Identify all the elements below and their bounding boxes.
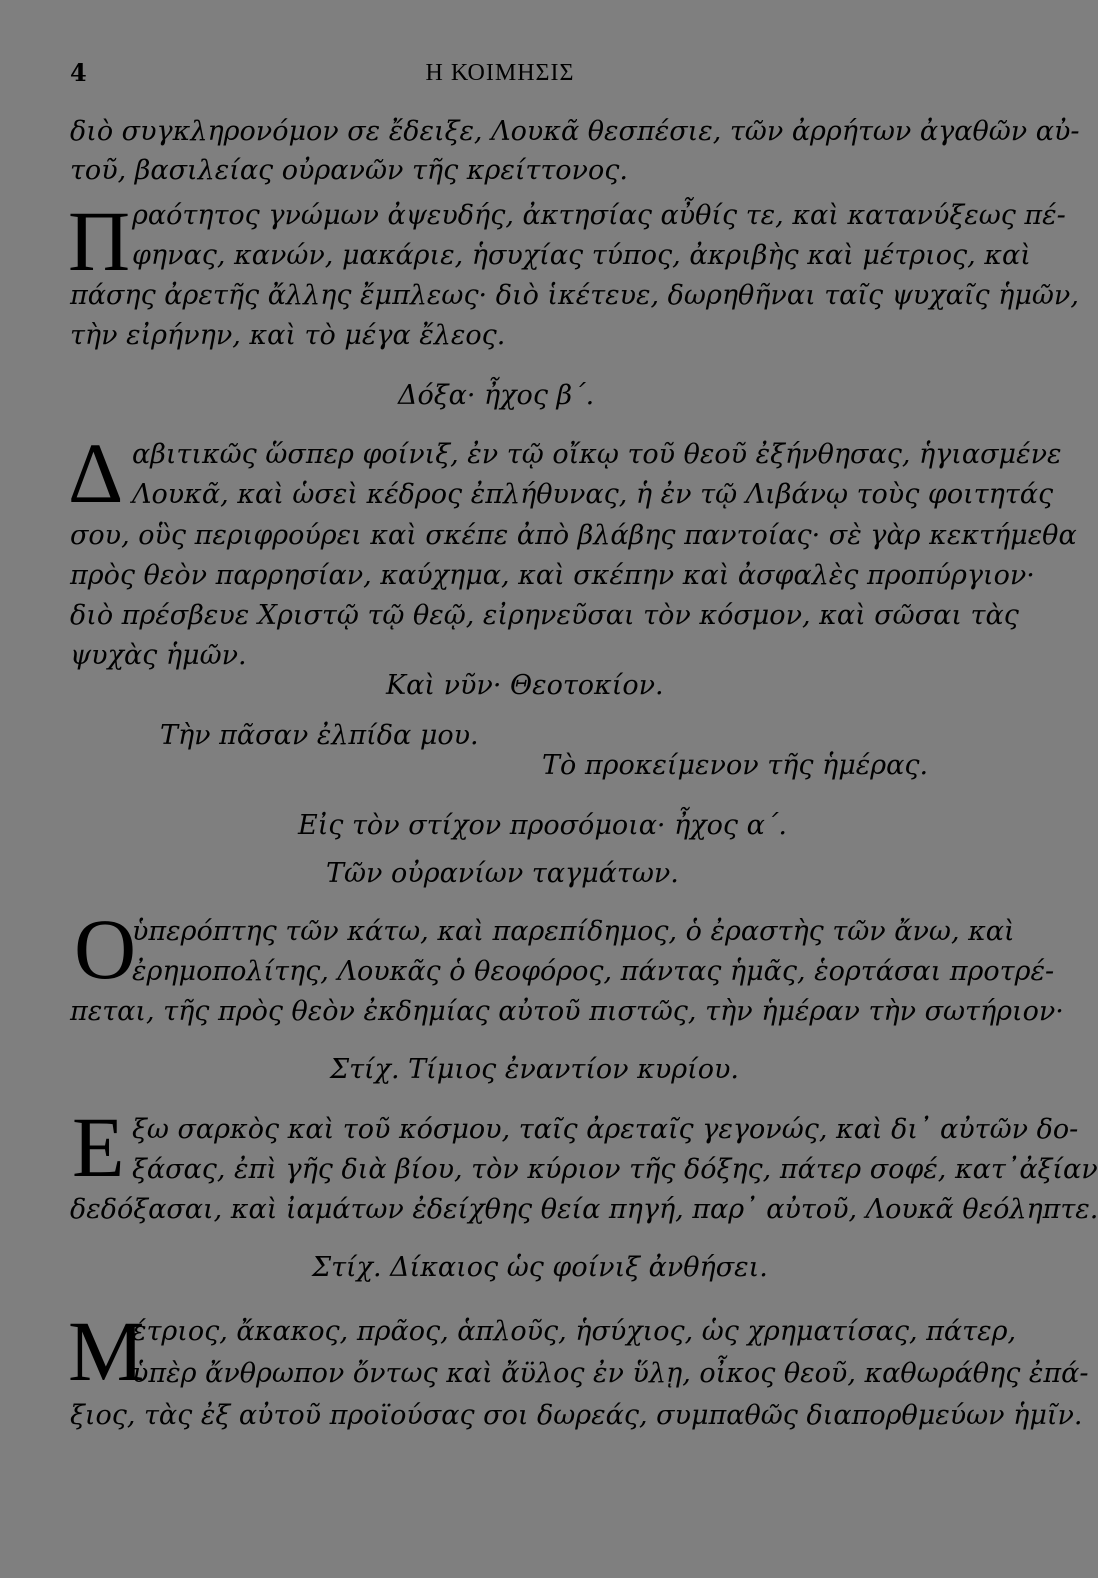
drop-cap-initial: Ε: [72, 1099, 125, 1195]
text-line: φηνας, κανών, μακάριε, ἡσυχίας τύπος, ἀκριβὴς καὶ μέτριος, καὶ: [132, 240, 1031, 271]
drop-cap-initial: Ο: [74, 901, 137, 997]
text-line: ἐρημοπολίτης, Λουκᾶς ὁ θεοφόρος, πάντας ἡμᾶς, ἑορτάσαι προτρέ-: [132, 956, 1055, 987]
text-line: πάσης ἀρετῆς ἄλλης ἔμπλεως· διὸ ἱκέτευε, δωρηθῆναι ταῖς ψυχαῖς ἡμῶν,: [70, 280, 1079, 311]
page-header: [0, 58, 1000, 98]
drop-cap-initial: Π: [68, 193, 131, 289]
text-line: διὸ συγκληρονόμον σε ἔδειξε, Λουκᾶ θεσπέσιε, τῶν ἀρρήτων ἀγαθῶν αὐ-: [70, 116, 1080, 147]
text-line: ὑπερόπτης τῶν κάτω, καὶ παρεπίδημος, ὁ ἐραστὴς τῶν ἄνω, καὶ: [132, 916, 1015, 947]
prokeimenon-heading: Τὸ προκείμενον τῆς ἡμέρας.: [542, 750, 929, 781]
kai-nyn-theotokion: Καὶ νῦν· Θεοτοκίον.: [386, 670, 664, 701]
text-line: ξω σαρκὸς καὶ τοῦ κόσμου, ταῖς ἀρεταῖς γεγονώς, καὶ δι᾽ αὐτῶν δο-: [132, 1114, 1079, 1145]
stichos-heading: Στίχ. Τίμιος ἐναντίον κυρίου.: [330, 1054, 739, 1085]
text-line: τὴν εἰρήνην, καὶ τὸ μέγα ἔλεος.: [70, 320, 506, 351]
text-line: τοῦ, βασιλείας οὐρανῶν τῆς κρείττονος.: [70, 155, 628, 186]
text-line: σου, οὓς περιφρούρει καὶ σκέπε ἀπὸ βλάβης παντοίας· σὲ γὰρ κεκτήμεθα: [70, 520, 1077, 551]
ten-pasan-elpida: Τὴν πᾶσαν ἐλπίδα μου.: [160, 720, 479, 751]
text-line: ὑπὲρ ἄνθρωπον ὄντως καὶ ἄϋλος ἐν ὕλῃ, οἶκος θεοῦ, καθωράθης ἐπά-: [132, 1358, 1089, 1389]
ton-ouranion-heading: Τῶν οὐρανίων ταγμάτων.: [326, 858, 679, 889]
text-line: ψυχὰς ἡμῶν.: [70, 640, 247, 671]
text-line: ραότητος γνώμων ἀψευδής, ἀκτησίας αὖθίς τε, καὶ κατανύξεως πέ-: [132, 200, 1066, 231]
drop-cap-initial: Δ: [68, 425, 124, 521]
page-number: 4: [70, 58, 87, 87]
text-line: ξάσας, ἐπὶ γῆς διὰ βίου, τὸν κύριον τῆς δόξης, πάτερ σοφέ, κατ᾽ἀξίαν: [132, 1154, 1098, 1185]
doxa-heading: Δόξα· ἦχος β΄.: [398, 380, 595, 411]
text-line: πρὸς θεὸν παρρησίαν, καύχημα, καὶ σκέπην καὶ ἀσφαλὲς προπύργιον·: [70, 560, 1035, 591]
text-line: ξιος, τὰς ἐξ αὐτοῦ προϊούσας σοι δωρεάς, συμπαθῶς διαπορθμεύων ἡμῖν.: [70, 1400, 1083, 1431]
text-line: δεδόξασαι, καὶ ἰαμάτων ἐδείχθης θεία πηγή, παρ᾽ αὐτοῦ, Λουκᾶ θεόληπτε.: [70, 1194, 1098, 1225]
text-line: πεται, τῆς πρὸς θεὸν ἐκδημίας αὐτοῦ πιστῶς, τὴν ἡμέραν τὴν σωτήριον·: [70, 996, 1064, 1027]
eis-ton-stichon-heading: Εἰς τὸν στίχον προσόμοια· ἦχος α΄.: [298, 810, 787, 841]
running-head-title: Η ΚΟΙΜΗΣΙΣ: [425, 60, 575, 86]
text-line: έτριος, ἄκακος, πρᾶος, ἁπλοῦς, ἡσύχιος, ὡς χρηματίσας, πάτερ,: [132, 1316, 1017, 1347]
text-line: αβιτικῶς ὥσπερ φοίνιξ, ἐν τῷ οἴκῳ τοῦ θεοῦ ἐξήνθησας, ἡγιασμένε: [132, 439, 1062, 470]
text-line: διὸ πρέσβευε Χριστῷ τῷ θεῷ, εἰρηνεῦσαι τὸν κόσμον, καὶ σῶσαι τὰς: [70, 600, 1019, 631]
drop-cap-initial: Μ: [68, 1303, 145, 1399]
text-line: Λουκᾶ, καὶ ὡσεὶ κέδρος ἐπλήθυνας, ἡ ἐν τῷ Λιβάνῳ τοὺς φοιτητάς: [132, 479, 1054, 510]
stichos-heading: Στίχ. Δίκαιος ὡς φοίνιξ ἀνθήσει.: [312, 1252, 768, 1283]
